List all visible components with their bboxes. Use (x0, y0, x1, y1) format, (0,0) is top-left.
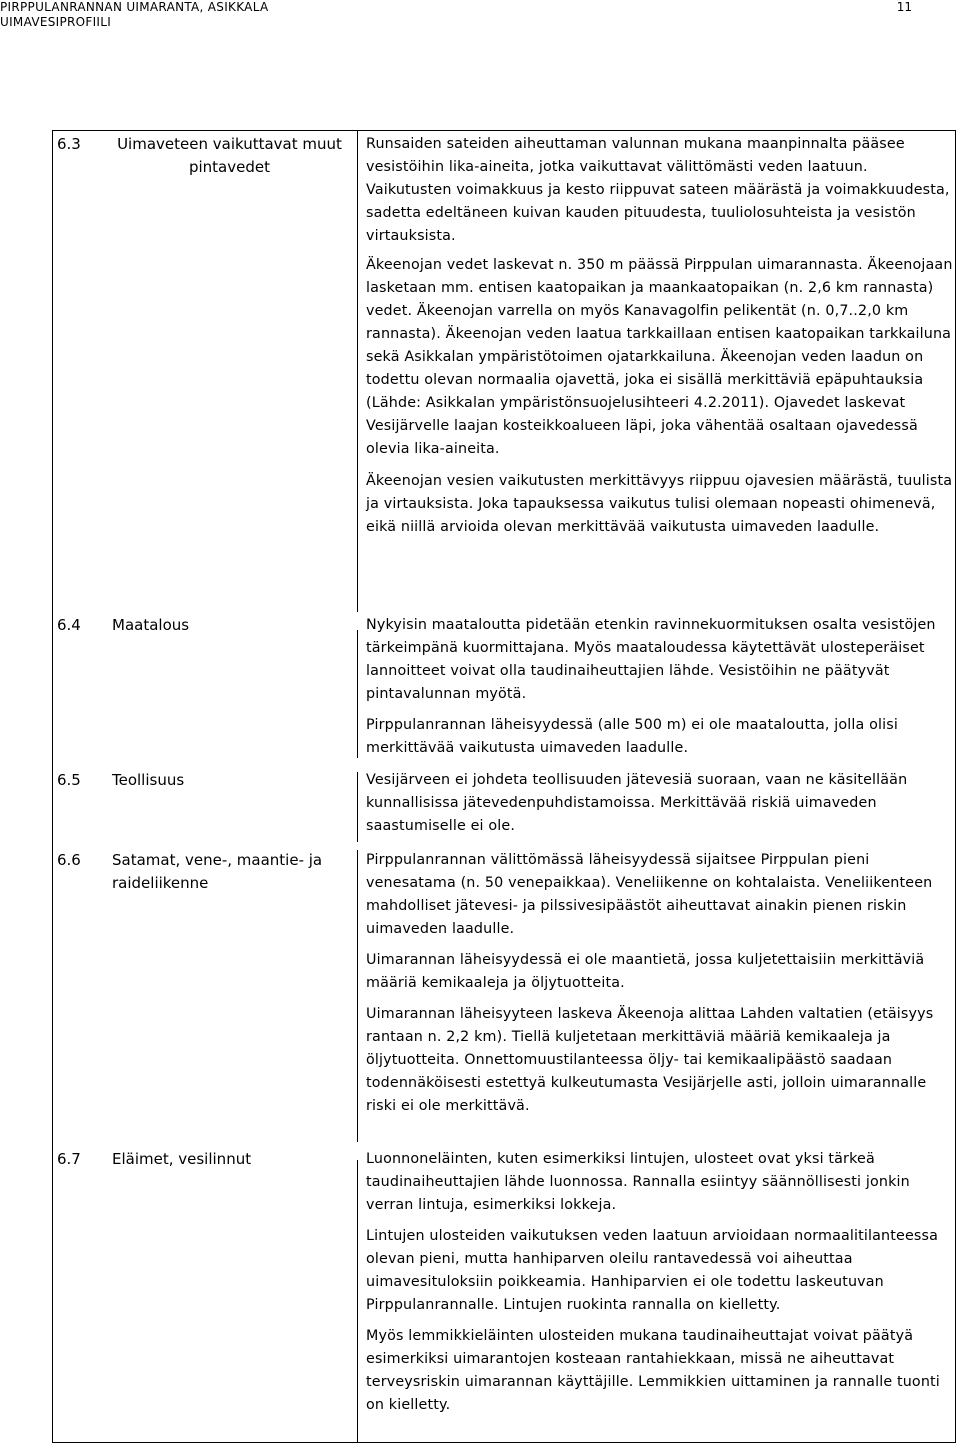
paragraph: Vesijärveen ei johdeta teollisuuden jätevesiä suoraan, vaan ne käsitellään kunnallisissa jätevedenpuhdistamoissa. Merkittävää riskiä uimaveden saastumiselle ei ole. (366, 772, 908, 834)
paragraph: Äkeenojan vesien vaikutusten merkittävyys riippuu ojavesien määrästä, tuulista ja virtauksista. Joka tapauksessa vaikutus tulisi olemaan nopeasti ohimenevä, eikä niillä arvioida olevan merkittävää vaikutusta uimaveden laadulle. (366, 473, 953, 535)
paragraph: Lintujen ulosteiden vaikutuksen veden laatuun arvioidaan normaalitilanteessa olevan pieni, mutta hanhiparven oleilu rantavedessä voi aiheuttaa uimavesituloksiin poikkeamia. Hanhiparvien ei ole todettu laskeutuvan Pirppulanrannalle. Lintujen ruokinta rannalla on kielletty. (366, 1228, 939, 1313)
paragraph: Pirppulanrannan läheisyydessä (alle 500 m) ei ole maataloutta, jolla olisi merkittävää vaikutusta uimaveden laadulle. (366, 717, 899, 756)
section-body (366, 769, 956, 846)
page-number: 11 (896, 0, 912, 14)
section-body (366, 133, 956, 547)
section-body (366, 614, 956, 768)
section-title: Maatalous (112, 616, 190, 634)
paragraph: Pirppulanrannan välittömässä läheisyydessä sijaitsee Pirppulan pieni venesatama (n. 50 venepaikkaa). Veneliikenne on kohtalaista. Veneliikenteen mahdolliset jätevesi- ja pilssivesipäästöt aiheuttavat ainakin pienen riskin uimaveden laadulle. (366, 852, 933, 937)
column-divider (357, 1160, 358, 1443)
paragraph: Runsaiden sateiden aiheuttaman valunnan mukana maanpinnalta pääsee vesistöihin lika-aineita, jotka vaikuttavat välittömästi veden laatuun. Vaikutusten voimakkuus ja kesto riippuvat sateen määrästä ja voimakkuudesta, sadetta edeltäneen kuivan kauden pituudesta, tuuliolosuhteista ja vesistön virtauksista. (366, 136, 950, 244)
section-body (366, 849, 956, 1126)
document-header (0, 0, 268, 30)
paragraph: Uimarannan läheisyyteen laskeva Äkeenoja alittaa Lahden valtatien (etäisyys rantaan n. 2,2 km). Tiellä kuljetetaan merkittäviä määriä kemikaaleja ja öljytuotteita. Onnettomuustilanteessa öljy- tai kemikaalipäästö saadaan todennäköisesti estettyä kulkeutumasta Vesijärjelle asti, jolloin uimarannalle riski ei ole merkittävä. (366, 1006, 934, 1114)
section-number: 6.3 (57, 135, 81, 153)
column-divider (357, 130, 358, 612)
paragraph: Uimarannan läheisyydessä ei ole maantietä, jossa kuljetettaisiin merkittäviä määriä kemikaaleja ja öljytuotteita. (366, 952, 925, 991)
section-body (366, 1148, 956, 1425)
section-number: 6.5 (57, 771, 81, 789)
column-divider (357, 630, 358, 758)
section-number: 6.7 (57, 1150, 81, 1168)
paragraph: Äkeenojan vedet laskevat n. 350 m päässä Pirppulan uimarannasta. Äkeenojaan lasketaan mm. entisen kaatopaikan ja maankaatopaikan (n. 2,6 km rannasta) vedet. Äkeenojan varrella on myös Kanavagolfin pelikentät (n. 0,7..2,0 km rannasta). Äkeenojan veden laatua tarkkaillaan entisen kaatopaikan tarkkailuna sekä Asikkalan ympäristötoimen ojatarkkailuna. Äkeenojan veden laadun on todettu olevan normaalia ojavettä, joka ei sisällä merkittäviä epäpuhtauksia (Lähde: Asikkalan ympäristönsuojelusihteeri 4.2.2011). Ojavedet laskevat Vesijärvelle laajan kosteikkoalueen läpi, joka vähentää osaltaan ojavedessä olevia lika-aineita. (366, 257, 953, 457)
header-subtitle: UIMAVESIPROFIILI (0, 15, 112, 29)
section-title: Eläimet, vesilinnut (112, 1150, 252, 1168)
paragraph: Nykyisin maataloutta pidetään etenkin ravinnekuormituksen osalta vesistöjen tärkeimpänä kuormittajana. Myös maataloudessa käytettävät ulosteperäiset lannoitteet voivat olla taudinaiheuttajien lähde. Vesistöihin ne päätyvät pintavalunnan myötä. (366, 617, 936, 702)
section-number: 6.4 (57, 616, 81, 634)
paragraph: Luonnoneläinten, kuten esimerkiksi lintujen, ulosteet ovat yksi tärkeä taudinaiheuttajien lähde luonnossa. Rannalla esiintyy säännöllisesti jonkin verran lintuja, esimerkiksi lokkeja. (366, 1151, 910, 1213)
column-divider (357, 772, 358, 842)
header-title: PIRPPULANRANNAN UIMARANTA, ASIKKALA (0, 0, 269, 14)
column-divider (357, 850, 358, 1142)
paragraph: Myös lemmikkieläinten ulosteiden mukana taudinaiheuttajat voivat päätyä esimerkiksi uimarantojen kosteaan rantahiekkaan, missä ne aiheuttavat terveysriskin uimarannan käyttäjille. Lemmikkien uittaminen ja rannalle tuonti on kielletty. (366, 1328, 940, 1413)
section-title: Satamat, vene-, maantie- ja raideliikenne (112, 851, 323, 892)
section-title: Teollisuus (112, 771, 185, 789)
section-number: 6.6 (57, 851, 81, 869)
section-title: Uimaveteen vaikuttavat muut pintavedet (117, 135, 342, 176)
